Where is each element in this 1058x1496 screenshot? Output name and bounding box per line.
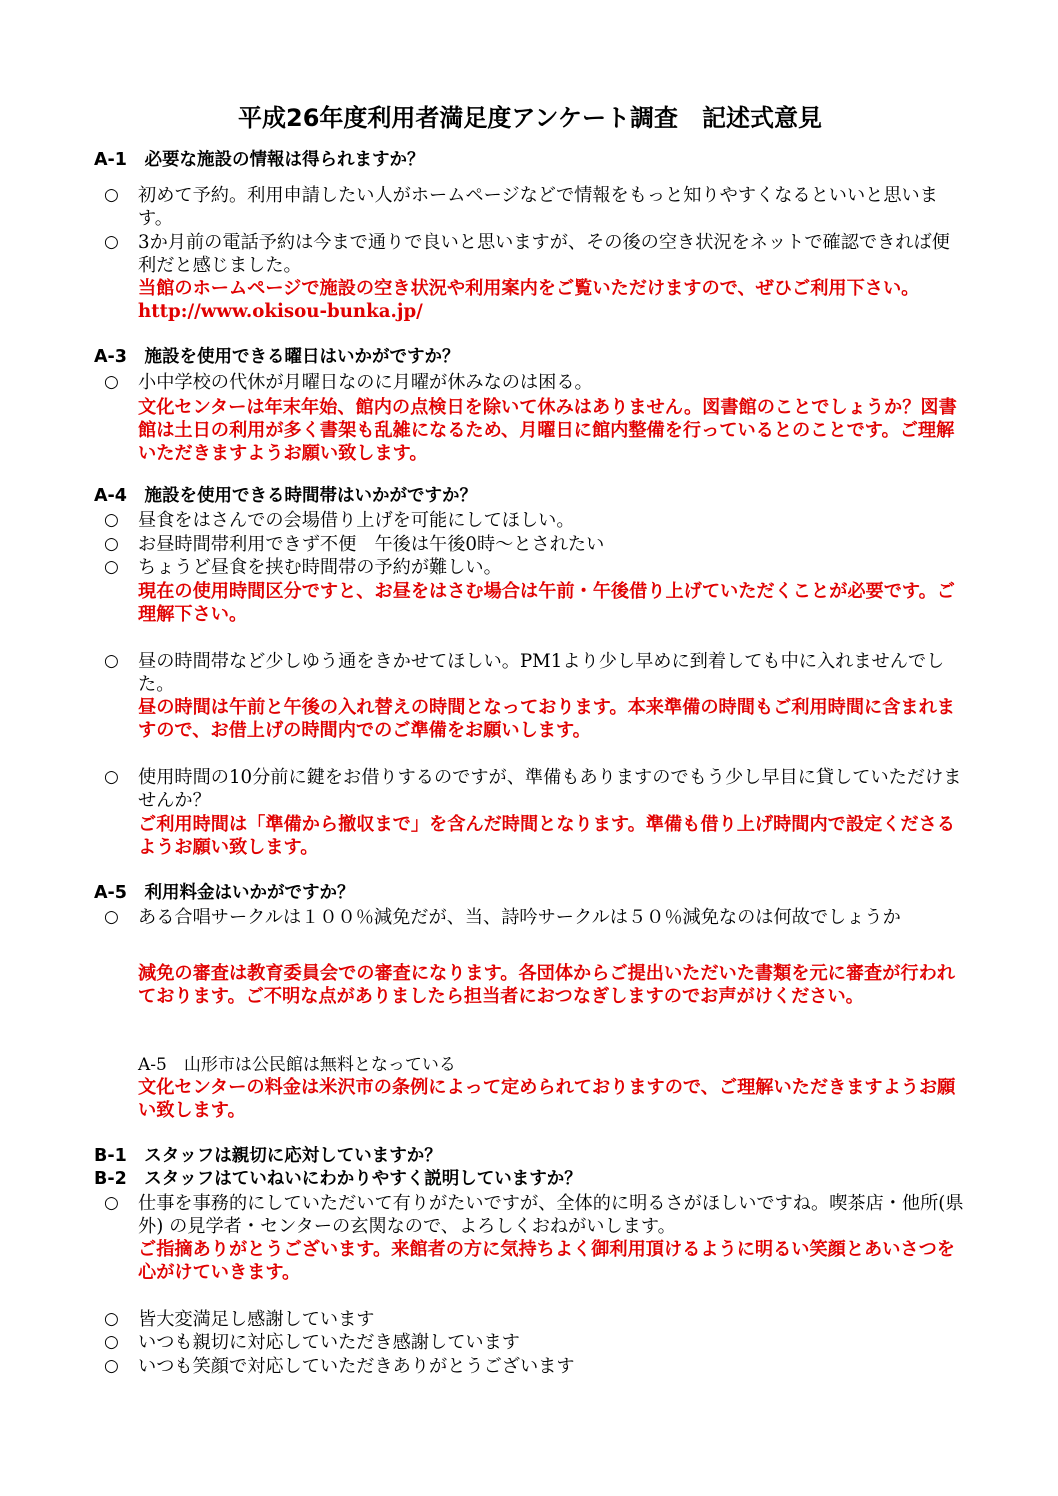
- comment-text: 小中学校の代休が月曜日なのに月曜が休みなのは困る。: [138, 372, 593, 393]
- reply-text: 当館のホームページで施設の空き状況や利用案内をご覧いただけますので、ぜひご利用下さい。http://www.okisou-bunka.jp/: [138, 278, 920, 323]
- page-title: 平成26年度利用者満足度アンケート調査 記述式意見: [238, 104, 822, 132]
- circle-bullet-icon: ○: [104, 907, 119, 927]
- circle-bullet-icon: ○: [104, 185, 119, 205]
- list-item: [104, 371, 964, 394]
- circle-bullet-icon: ○: [104, 1309, 119, 1329]
- circle-bullet-icon: ○: [104, 534, 119, 554]
- comment-text: A-5 山形市は公民館は無料となっている: [138, 1055, 456, 1075]
- heading-b1: B-1 スタッフは親切に応対していますか？: [94, 1146, 442, 1166]
- reply-text: 減免の審査は教育委員会での審査になります。各団体からご提出いただいた書類を元に審査が行われております。ご不明な点がありましたら担当者におつなぎしますのでお声がけください。: [138, 963, 955, 1008]
- comment-text: 皆大変満足し感謝しています: [138, 1309, 375, 1330]
- circle-bullet-icon: ○: [104, 1332, 119, 1352]
- list-item: [104, 906, 964, 929]
- comment-text: 初めて予約。利用申請したい人がホームページなどで情報をもっと知りやすくなるといいと思います。: [138, 185, 938, 230]
- comment-text: 使用時間の10分前に鍵をお借りするのですが、準備もありますのでもう少し早目に貸していただけませんか？: [138, 767, 962, 812]
- comment-text: お昼時間帯利用できず不便 午後は午後0時～とされたい: [138, 534, 605, 555]
- comment-text: いつも親切に対応していただき感謝しています: [138, 1332, 520, 1353]
- circle-bullet-icon: ○: [104, 1193, 119, 1213]
- circle-bullet-icon: ○: [104, 557, 119, 577]
- list-item: [104, 1355, 964, 1378]
- comment-text: 3か月前の電話予約は今まで通りで良いと思いますが、その後の空き状況をネットで確認できれば便利だと感じました。: [138, 232, 950, 277]
- heading-a3: A-3 施設を使用できる曜日はいかがですか？: [94, 347, 460, 367]
- list-item: [104, 1192, 964, 1238]
- heading-a4: A-4 施設を使用できる時間帯はいかがですか？: [94, 486, 477, 506]
- circle-bullet-icon: ○: [104, 651, 119, 671]
- reply-text: 現在の使用時間区分ですと、お昼をはさむ場合は午前・午後借り上げていただくことが必要です。ご理解下さい。: [138, 581, 955, 626]
- list-item: [104, 509, 964, 532]
- reply-text: 文化センターの料金は米沢市の条例によって定められておりますので、ご理解いただきますようお願い致します。: [138, 1077, 956, 1122]
- list-item: [104, 231, 964, 277]
- circle-bullet-icon: ○: [104, 510, 119, 530]
- circle-bullet-icon: ○: [104, 767, 119, 787]
- reply-text: ご指摘ありがとうございます。来館者の方に気持ちよく御利用頂けるように明るい笑顔とあいさつを心がけていきます。: [138, 1239, 955, 1284]
- reply-text: 文化センターは年末年始、館内の点検日を除いて休みはありません。図書館のことでしょうか？図書館は土日の利用が多く書架も乱雑になるため、月曜日に館内整備を行っているとのことです。ご理解いただきますようお願い致します。: [138, 397, 957, 465]
- heading-a5: A-5 利用料金はいかがですか？: [94, 883, 355, 903]
- comment-text: 仕事を事務的にしていただいて有りがたいですが、全体的に明るさがほしいですね。喫茶店・他所(県外) の見学者・センターの玄関なので、よろしくおねがいします。: [138, 1193, 964, 1238]
- heading-a1: A-1 必要な施設の情報は得られますか？: [94, 150, 425, 170]
- heading-b2: B-2 スタッフはていねいにわかりやすく説明していますか？: [94, 1169, 582, 1189]
- comment-text: 昼食をはさんでの会場借り上げを可能にしてほしい。: [138, 510, 575, 531]
- circle-bullet-icon: ○: [104, 372, 119, 392]
- comment-text: ある合唱サークルは１００％減免だが、当、詩吟サークルは５０％減免なのは何故でしょうか: [138, 907, 901, 928]
- list-item: [104, 556, 964, 579]
- list-item: [104, 766, 964, 812]
- reply-text: 昼の時間は午前と午後の入れ替えの時間となっております。本来準備の時間もご利用時間に含まれますので、お借上げの時間内でのご準備をお願いします。: [138, 697, 955, 742]
- reply-text: ご利用時間は「準備から撤収まで」を含んだ時間となります。準備も借り上げ時間内で設定くださるようお願い致します。: [138, 814, 955, 859]
- list-item: [104, 184, 964, 230]
- list-item: [104, 1331, 964, 1354]
- list-item: [104, 1308, 964, 1331]
- circle-bullet-icon: ○: [104, 232, 119, 252]
- comment-text: 昼の時間帯など少しゆう通をきかせてほしい。PM1より少し早めに到着しても中に入れませんでした。: [138, 651, 945, 696]
- comment-text: ちょうど昼食を挟む時間帯の予約が難しい。: [138, 557, 502, 578]
- list-item: [104, 533, 964, 556]
- list-item: [104, 650, 964, 696]
- comment-text: いつも笑顔で対応していただきありがとうございます: [138, 1356, 575, 1377]
- circle-bullet-icon: ○: [104, 1356, 119, 1376]
